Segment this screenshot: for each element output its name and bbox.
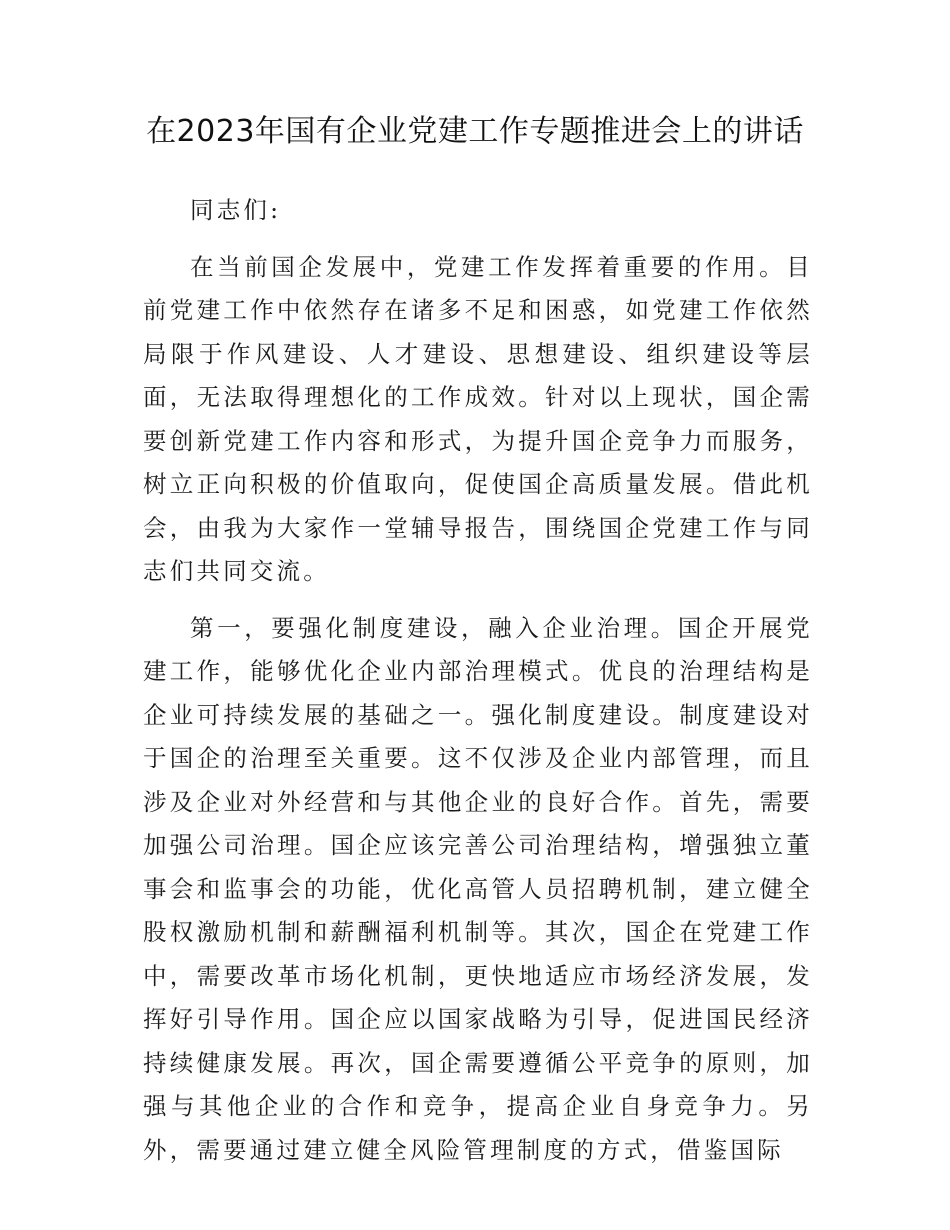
paragraph-first-point: 第一，要强化制度建设，融入企业治理。国企开展党建工作，能够优化企业内部治理模式。优良的治理结构是企业可持续发展的基础之一。强化制度建设。制度建设对于国企的治理至关重要。这不仅涉及企业内部管理，而且涉及企业对外经营和与其他企业的良好合作。首先，需要加强公司治理。国企应该完善公司治理结构，增强独立董事会和监事会的功能，优化高管人员招聘机制，建立健全股权激励机制和薪酬福利机制等。其次，国企在党建工作中，需要改革市场化机制，更快地适应市场经济发展，发挥好引导作用。国企应以国家战略为引导，促进国民经济持续健康发展。再次，国企需要遵循公平竞争的原则，加强与其他企业的合作和竞争，提高企业自身竞争力。另外，需要通过建立健全风险管理制度的方式，借鉴国际 <box>143 613 813 1164</box>
document-body <box>143 189 813 1185</box>
salutation: 同志们: <box>190 196 282 224</box>
document-title: 在2023年国有企业党建工作专题推进会上的讲话 <box>146 114 804 149</box>
paragraph-intro: 在当前国企发展中，党建工作发挥着重要的作用。目前党建工作中依然存在诸多不足和困惑，如党建工作依然局限于作风建设、人才建设、思想建设、组织建设等层面，无法取得理想化的工作成效。针对以上现状，国企需要创新党建工作内容和形式，为提升国企竞争力而服务，树立正向积极的价值取向，促使国企高质量发展。借此机会，由我为大家作一堂辅导报告，围绕国企党建工作与同志们共同交流。 <box>143 252 813 585</box>
